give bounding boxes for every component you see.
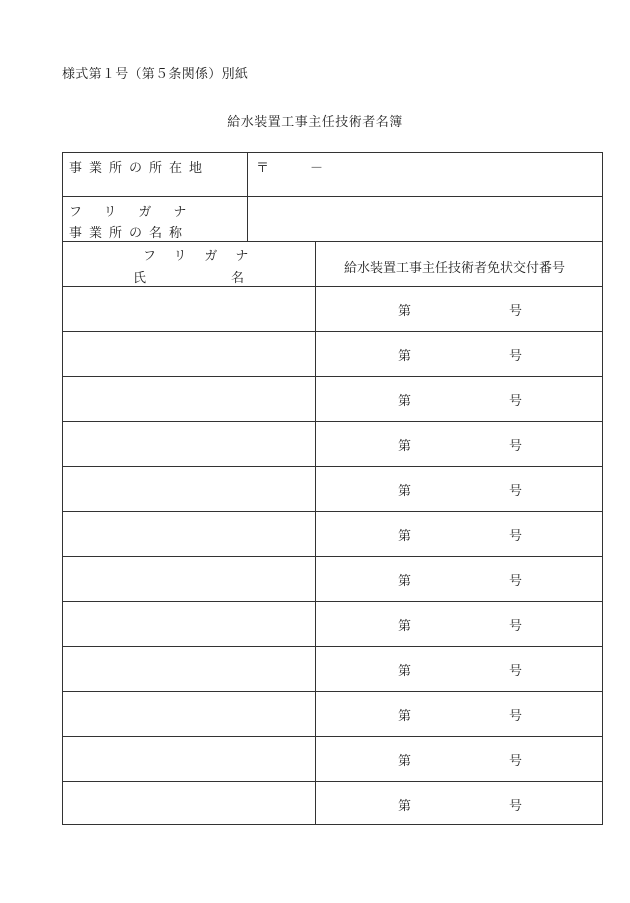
license-prefix: 第 [398,394,412,409]
license-suffix: 号 [509,619,523,634]
technician-name-field[interactable] [63,286,315,330]
table-row [63,601,602,646]
license-suffix: 号 [509,484,523,499]
address-label: 事業所の所在地 [69,161,210,176]
table-row [63,286,602,331]
address-field[interactable] [248,153,602,196]
license-prefix: 第 [398,709,412,724]
business-furigana-label: フリガナ [69,205,209,220]
license-prefix: 第 [398,754,412,769]
technician-name-field[interactable] [63,691,315,735]
form-number-label: 様式第１号（第５条関係）別紙 [62,67,249,82]
table-row [63,781,602,826]
technician-name-field[interactable] [63,421,315,465]
table-row [63,691,602,736]
technician-name-field[interactable] [63,736,315,780]
table-row [63,331,602,376]
license-suffix: 号 [509,799,523,814]
technician-name-field[interactable] [63,511,315,555]
table-row [63,376,602,421]
person-name-label-second: 名 [231,271,245,286]
technician-rows [63,286,602,824]
postal-mark: 〒 [256,161,270,176]
license-number-header: 給水装置工事主任技術者免状交付番号 [344,261,566,276]
table-row [63,511,602,556]
document-title: 給水装置工事主任技術者名簿 [227,115,403,130]
technician-name-field[interactable] [63,601,315,645]
technician-name-field[interactable] [63,781,315,825]
license-suffix: 号 [509,709,523,724]
license-prefix: 第 [398,349,412,364]
technician-name-field[interactable] [63,376,315,420]
license-suffix: 号 [509,349,523,364]
license-suffix: 号 [509,304,523,319]
table-row [63,421,602,466]
license-suffix: 号 [509,439,523,454]
license-suffix: 号 [509,664,523,679]
license-prefix: 第 [398,799,412,814]
business-name-field[interactable] [248,197,602,241]
table-row [63,646,602,691]
license-suffix: 号 [509,529,523,544]
technician-name-field[interactable] [63,556,315,600]
license-prefix: 第 [398,664,412,679]
table-row [63,556,602,601]
business-name-label: 事業所の名称 [69,226,190,241]
license-prefix: 第 [398,304,412,319]
license-prefix: 第 [398,574,412,589]
table-row [63,736,602,781]
license-prefix: 第 [398,619,412,634]
postal-dash: － [310,161,324,176]
technician-name-field[interactable] [63,331,315,375]
license-prefix: 第 [398,439,412,454]
license-suffix: 号 [509,754,523,769]
registry-table [62,152,603,825]
license-suffix: 号 [509,574,523,589]
technician-name-field[interactable] [63,466,315,510]
license-suffix: 号 [509,394,523,409]
license-prefix: 第 [398,484,412,499]
row-divider [63,241,602,242]
license-prefix: 第 [398,529,412,544]
technician-name-field[interactable] [63,646,315,690]
table-row [63,466,602,511]
person-furigana-label: フリガナ [143,249,267,264]
person-name-label-first: 氏 [133,271,147,286]
